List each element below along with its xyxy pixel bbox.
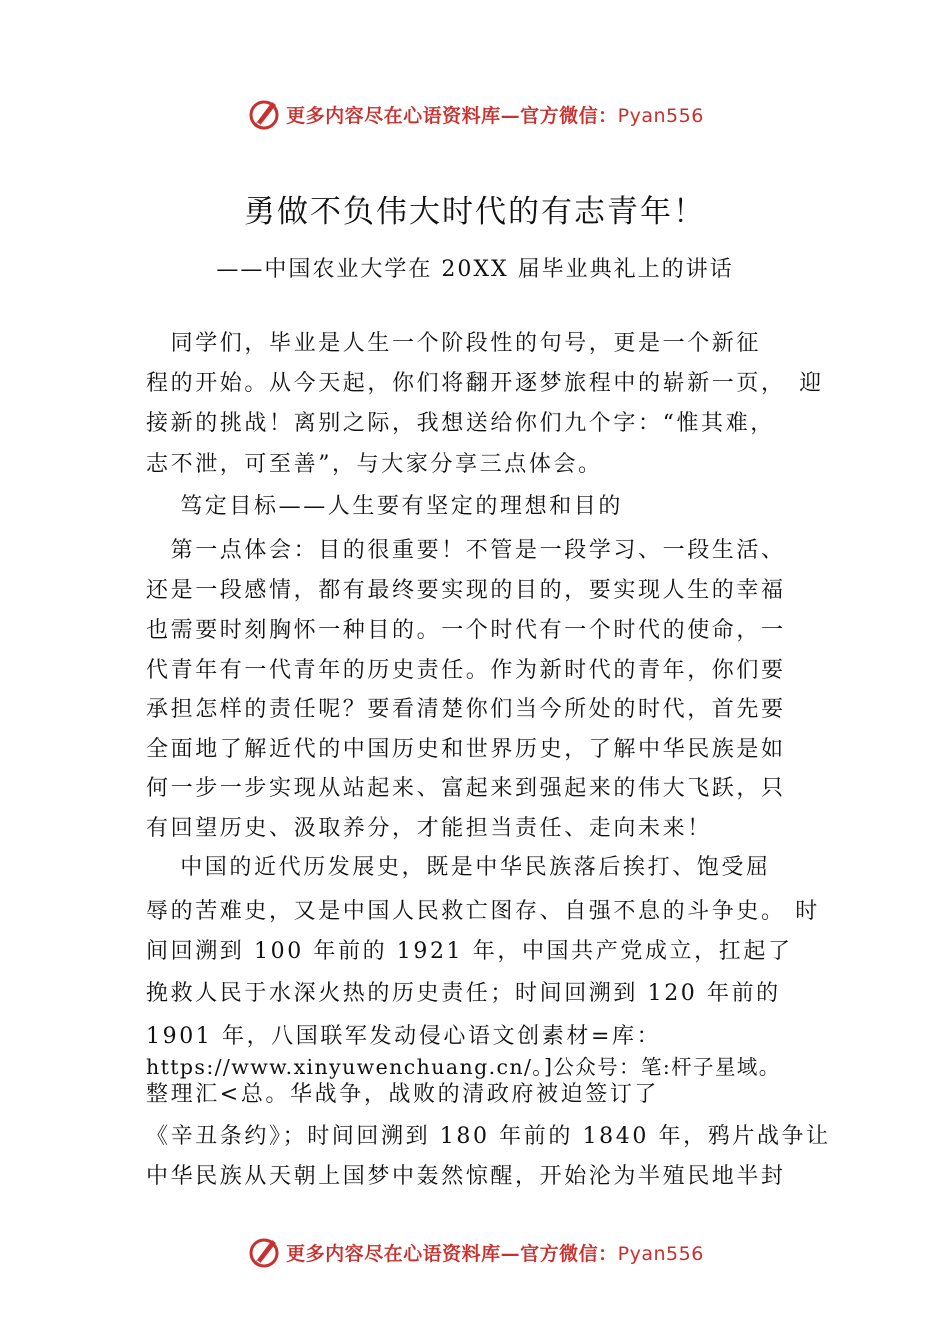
- body-line: 间回溯到 100 年前的 1921 年，中国共产党成立，扛起了: [146, 939, 793, 964]
- body-line: 也需要时刻胸怀一种目的。一个时代有一个时代的使命，一: [146, 618, 786, 643]
- body-line: 接新的挑战！离别之际，我想送给你们九个字：“惟其难，: [146, 411, 775, 436]
- body-line: 辱的苦难史，又是中国人民救亡图存、自强不息的斗争史。 时: [146, 899, 820, 924]
- footer-watermark-banner: [0, 1232, 950, 1272]
- watermark-text: 更多内容尽在心语资料库—官方微信：Pyan556: [286, 104, 704, 127]
- body-line: 1901 年，八国联军发动侵心语文创素材=库：: [146, 1024, 662, 1049]
- body-line: 全面地了解近代的中国历史和世界历史，了解中华民族是如: [146, 737, 786, 762]
- body-line: 第一点体会：目的很重要！不管是一段学习、一段生活、: [146, 538, 786, 563]
- body-line: 何一步一步实现从站起来、富起来到强起来的伟大飞跃，只: [146, 776, 786, 801]
- body-line: 程的开始。从今天起，你们将翻开逐梦旅程中的崭新一页， 迎: [146, 371, 824, 396]
- document-title: 勇做不负伟大时代的有志青年！: [244, 194, 706, 230]
- watermark-text: 更多内容尽在心语资料库—官方微信：Pyan556: [286, 1242, 704, 1265]
- header-watermark-banner: [0, 94, 950, 134]
- quill-logo-icon: [246, 96, 282, 132]
- body-line: 挽救人民于水深火热的历史责任；时间回溯到 120 年前的: [146, 981, 781, 1006]
- body-line: 《辛丑条约》；时间回溯到 180 年前的 1840 年，鸦片战争让: [146, 1124, 831, 1149]
- quill-logo-icon: [246, 1234, 282, 1270]
- document-subtitle: ——中国农业大学在 20XX 届毕业典礼上的讲话: [216, 257, 734, 282]
- body-line: 中华民族从天朝上国梦中轰然惊醒，开始沦为半殖民地半封: [146, 1164, 786, 1189]
- section-heading: 笃定目标——人生要有坚定的理想和目的: [146, 494, 623, 519]
- body-line: 整理汇<总。华战争，战败的清政府被迫签订了: [146, 1082, 660, 1107]
- body-line: 承担怎样的责任呢？要看清楚你们当今所处的时代，首先要: [146, 697, 786, 722]
- body-line: https://www.xinyuwenchuang.cn/。]公众号：笔:杆子星域。: [146, 1055, 781, 1079]
- body-line: 代青年有一代青年的历史责任。作为新时代的青年，你们要: [146, 658, 786, 683]
- body-line: 中国的近代历发展史，既是中华民族落后挨打、饱受屈: [146, 855, 771, 880]
- body-line: 还是一段感情，都有最终要实现的目的，要实现人生的幸福: [146, 578, 786, 603]
- body-line: 同学们，毕业是人生一个阶段性的句号，更是一个新征: [146, 331, 762, 356]
- body-line: 有回望历史、汲取养分，才能担当责任、走向未来！: [146, 816, 712, 841]
- body-line: 志不泄，可至善”，与大家分享三点体会。: [146, 452, 603, 477]
